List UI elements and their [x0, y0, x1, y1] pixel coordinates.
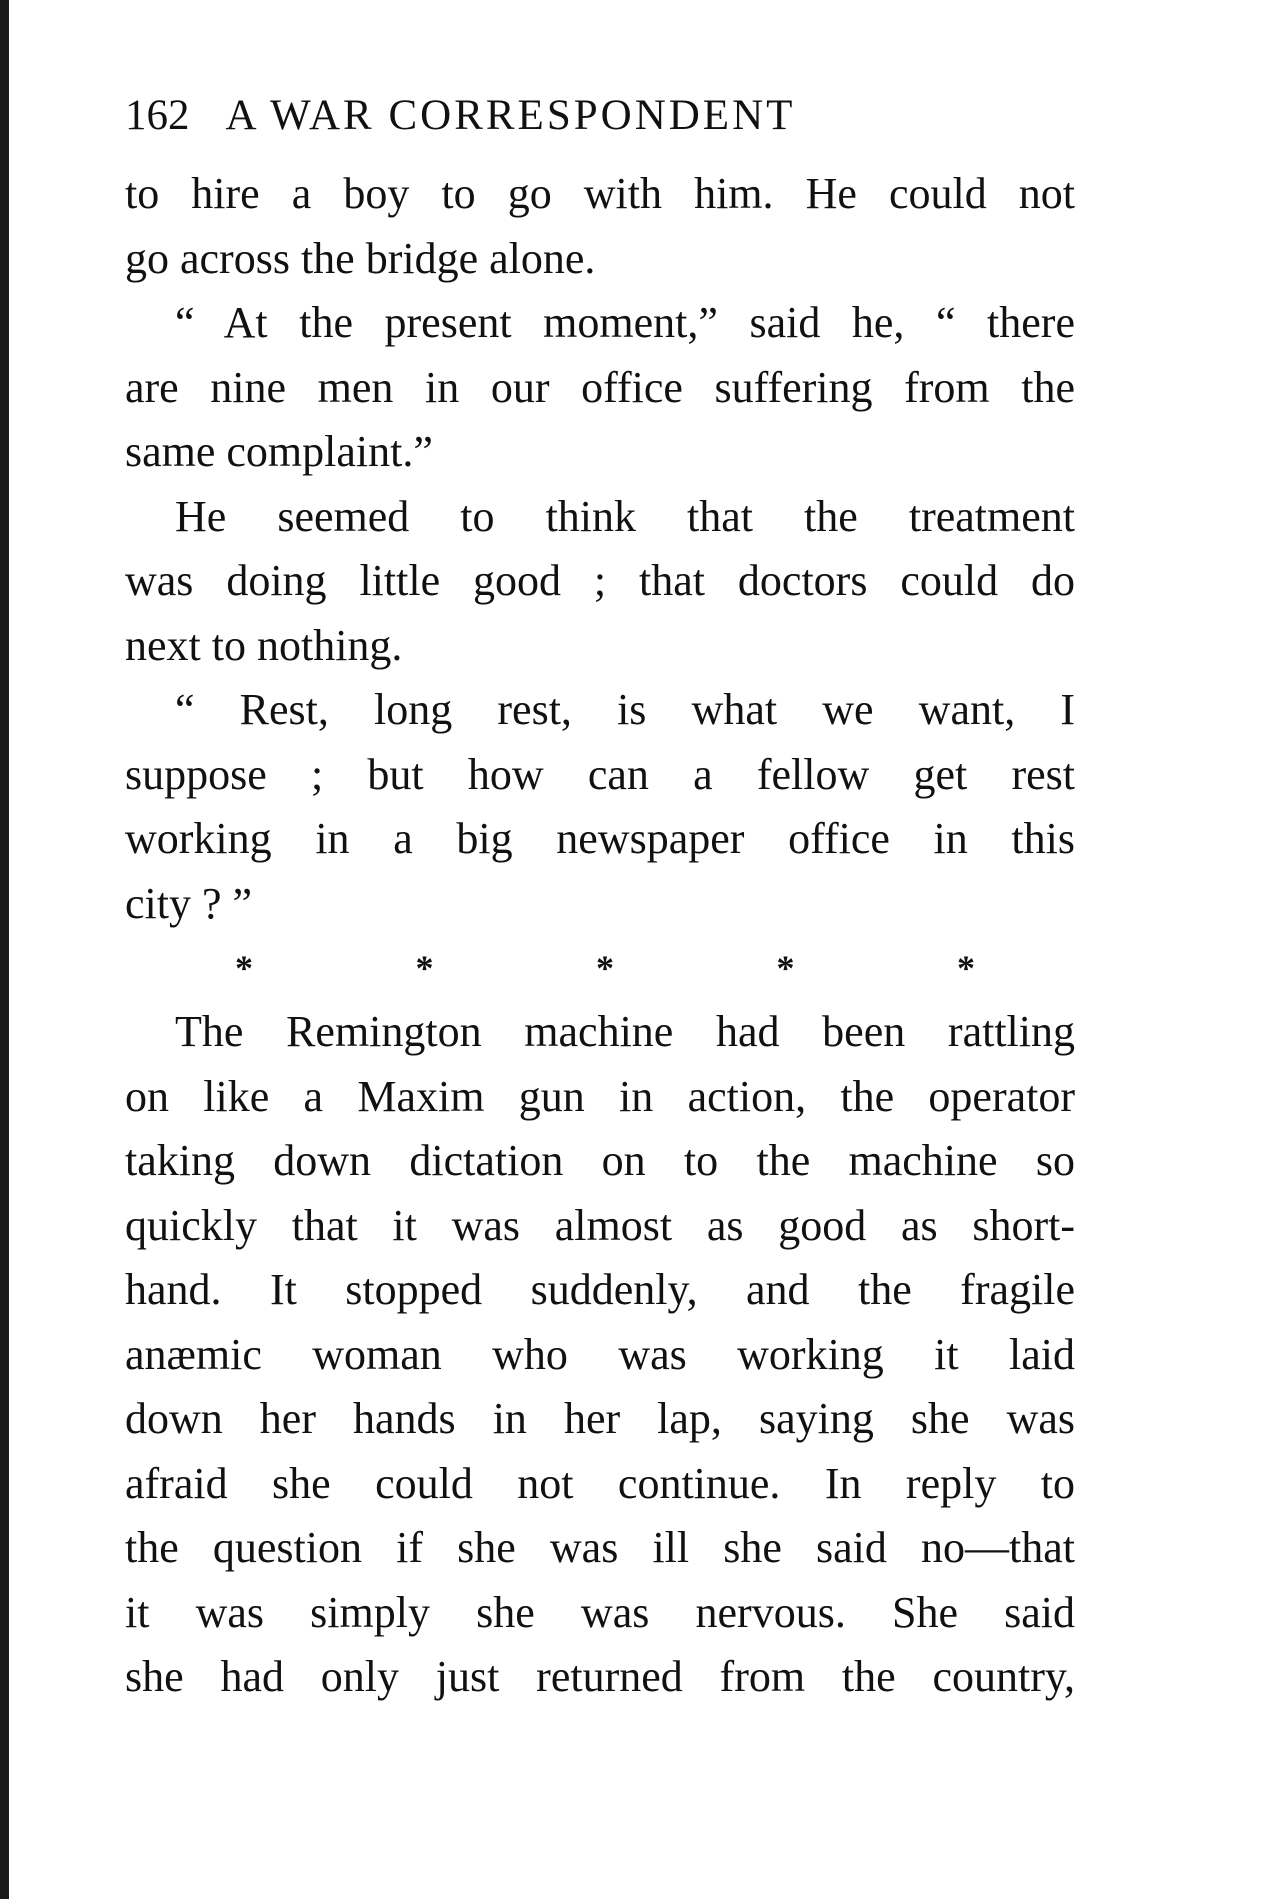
- text-line: anæmic woman who was working it laid: [125, 1329, 1075, 1379]
- text-line: on like a Maxim gun in action, the operator: [125, 1071, 1075, 1121]
- text-line: suppose ; but how can a fellow get rest: [125, 749, 1075, 799]
- body-text: [125, 162, 1075, 1710]
- text-line: city ? ”: [125, 878, 253, 928]
- text-line: working in a big newspaper office in this: [125, 814, 1075, 863]
- text-line: taking down dictation on to the machine so: [125, 1136, 1075, 1185]
- text-line: afraid she could not continue. In reply to: [125, 1458, 1075, 1508]
- binding-edge-line: [0, 0, 9, 1899]
- text-line: He seemed to think that the treatment: [175, 491, 1075, 541]
- text-line: the question if she was ill she said no—that: [125, 1523, 1075, 1572]
- text-line: to hire a boy to go with him. He could not: [125, 169, 1075, 218]
- text-line: hand. It stopped suddenly, and the fragile: [125, 1265, 1075, 1314]
- text-line: it was simply she was nervous. She said: [125, 1587, 1075, 1637]
- page-number: 162: [125, 92, 190, 139]
- text-line: go across the bridge alone.: [125, 233, 596, 283]
- asterisk: *: [235, 948, 253, 988]
- text-line: “ Rest, long rest, is what we want, I: [175, 685, 1075, 734]
- asterisk: *: [415, 948, 434, 988]
- text-line: down her hands in her lap, saying she was: [125, 1394, 1075, 1443]
- asterisk: *: [596, 948, 614, 988]
- asterisk: *: [776, 948, 795, 988]
- section-break: [125, 936, 1075, 1000]
- text-line: she had only just returned from the country,: [125, 1652, 1075, 1701]
- text-line: The Remington machine had been rattling: [175, 1007, 1075, 1056]
- running-title: A WAR CORRESPONDENT: [225, 92, 796, 139]
- text-line: same complaint.”: [125, 427, 433, 476]
- running-head: [125, 92, 1075, 150]
- asterisk: *: [957, 948, 975, 988]
- text-line: are nine men in our office suffering from the: [125, 362, 1075, 412]
- text-line: was doing little good ; that doctors could do: [125, 556, 1075, 605]
- text-line: next to nothing.: [125, 620, 403, 670]
- book-page: [125, 92, 1075, 1710]
- text-line: “ At the present moment,” said he, “ there: [175, 298, 1075, 347]
- text-line: quickly that it was almost as good as short-: [125, 1200, 1075, 1250]
